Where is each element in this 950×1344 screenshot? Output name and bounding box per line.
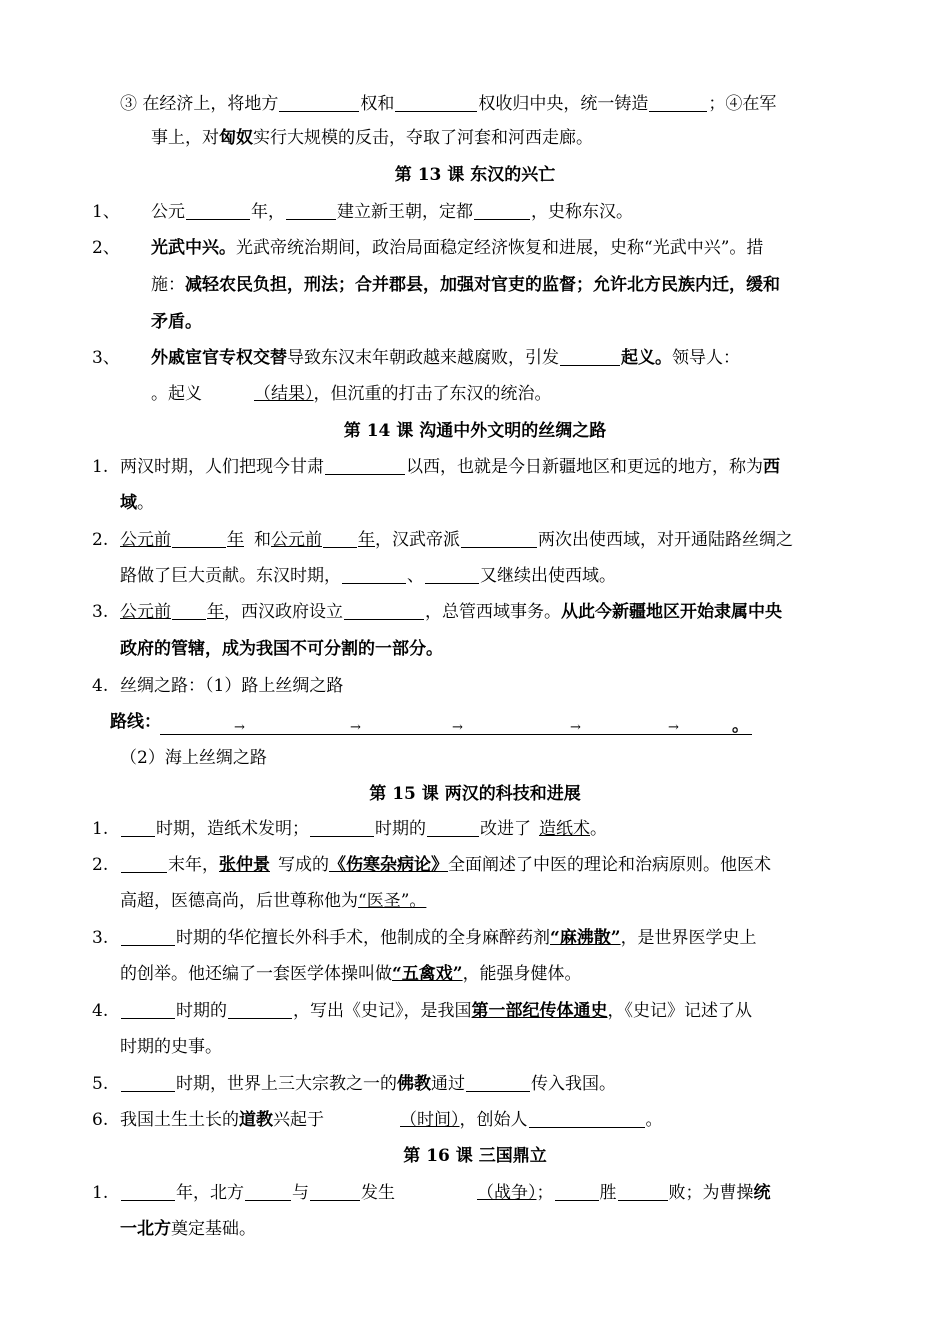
- text: 败；为曹操: [668, 1183, 754, 1203]
- fill-blank[interactable]: [279, 93, 359, 112]
- text: 。: [590, 819, 607, 839]
- route-label: 路线：: [110, 712, 161, 732]
- fill-blank[interactable]: [427, 818, 479, 837]
- text: 事上，对: [151, 128, 219, 148]
- lesson-16-title: 第 16 课 三国鼎立: [403, 1146, 547, 1166]
- text: 发生: [361, 1183, 395, 1203]
- text: 。: [137, 493, 154, 513]
- bold-text: 道教: [239, 1110, 273, 1130]
- text: ③ 在经济上，将地方: [120, 94, 279, 114]
- lesson-13-item-1: [151, 200, 633, 224]
- text: 时期，世界上三大宗教之一的: [176, 1074, 397, 1094]
- item-number: 3.: [92, 928, 109, 948]
- item-number: 4.: [92, 676, 109, 696]
- text: 奠定基础。: [171, 1219, 256, 1239]
- bold-text: 统: [753, 1183, 771, 1203]
- bold-underlined-text: “五禽戏”: [392, 964, 463, 984]
- text: ，但沉重的打击了东汉的统治。: [313, 384, 552, 404]
- underlined-text: 公元前: [271, 530, 322, 550]
- lesson-13-title: 第 13 课 东汉的兴亡: [394, 165, 556, 185]
- text: ，能强身健体。: [462, 964, 582, 984]
- text: 路做了巨大贡献。东汉时期，: [120, 566, 341, 586]
- text: 的创举。他还编了一套医学体操叫做: [120, 964, 392, 984]
- text: ，写出《史记》，是我国: [293, 1001, 472, 1021]
- lesson-16-item-1-line-1: [120, 1181, 771, 1205]
- text: ，汉武帝派: [375, 530, 460, 550]
- item-number: 2.: [92, 530, 109, 550]
- arrow-right-icon: →: [452, 720, 463, 735]
- item-number: 1.: [92, 1183, 109, 1203]
- text: 两汉时期，人们把现今甘肃: [120, 457, 324, 477]
- route-end: 。: [732, 716, 749, 736]
- lesson-15-item-2-line-1: [120, 853, 771, 877]
- fill-blank[interactable]: [560, 347, 620, 366]
- fill-blank[interactable]: [121, 1000, 175, 1019]
- arrow-right-icon: →: [350, 720, 361, 735]
- underlined-text: 年: [207, 602, 224, 622]
- text: 导致东汉末年朝政越来越腐败，引发: [287, 348, 559, 368]
- lesson-14-title: 第 14 课 沟通中外文明的丝绸之路: [343, 421, 607, 441]
- text: 、: [407, 566, 424, 586]
- item-number: 2.: [92, 855, 109, 875]
- fill-blank[interactable]: [461, 529, 537, 548]
- fill-blank[interactable]: [618, 1182, 668, 1201]
- item-number: 6.: [92, 1110, 109, 1130]
- bold-text: 从此今新疆地区开始隶属中央: [561, 602, 782, 622]
- text: 。: [645, 1110, 663, 1130]
- item-number: 1.: [92, 457, 109, 477]
- fill-blank[interactable]: [245, 1182, 291, 1201]
- lesson-14-item-3-line-2: [120, 637, 443, 661]
- item-number: 5.: [92, 1074, 109, 1094]
- bold-text: 矛盾。: [151, 312, 202, 332]
- fill-blank[interactable]: [325, 456, 405, 475]
- lesson-15-item-5: [120, 1072, 616, 1096]
- text: 公元: [151, 202, 185, 222]
- top-line-1: [120, 92, 776, 116]
- fill-blank[interactable]: [649, 93, 707, 112]
- text: 时期的华佗擅长外科手术，他制成的全身麻醉药剂: [176, 928, 550, 948]
- item-number: 3.: [92, 602, 109, 622]
- lesson-14-item-2-line-2: [120, 564, 616, 588]
- bold-text: 减轻农民负担，刑法；合并郡县，加强对官吏的监督；允许北方民族内迁，缓和: [185, 275, 780, 295]
- fill-blank[interactable]: [344, 601, 424, 620]
- text: 建立新王朝，定都: [337, 202, 473, 222]
- bold-underlined-text: 《伤寒杂病论》: [329, 855, 448, 875]
- underlined-text: （结果）: [254, 384, 314, 404]
- text: 权和: [360, 94, 395, 114]
- fill-blank[interactable]: [529, 1109, 645, 1128]
- fill-blank[interactable]: [310, 818, 374, 837]
- text: 实行大规模的反击，夺取了河套和河西走廊。: [253, 128, 593, 148]
- arrow-right-icon: →: [668, 720, 679, 735]
- lesson-14-item-1-line-1: [120, 455, 780, 479]
- lesson-15-item-1: [120, 817, 607, 841]
- fill-blank[interactable]: [555, 1182, 599, 1201]
- bold-text: 匈奴: [219, 128, 253, 148]
- underlined-text: （时间）: [400, 1110, 460, 1130]
- text: 时期的: [176, 1001, 227, 1021]
- item-number: 3、: [92, 348, 120, 368]
- bold-text: 光武中兴。: [151, 238, 236, 258]
- bold-text: 域: [120, 493, 137, 513]
- underlined-text: “医圣”。: [358, 891, 427, 911]
- text: 以西，也就是今日新疆地区和更远的地方，称为: [406, 457, 763, 477]
- bold-text: 西: [763, 457, 780, 477]
- text: 年，北方: [176, 1183, 244, 1203]
- underlined-text: 年: [227, 530, 244, 550]
- text: ，西汉政府设立: [224, 602, 343, 622]
- underlined-text: （战争）: [477, 1183, 537, 1203]
- fill-blank[interactable]: [474, 201, 530, 220]
- lesson-15-item-3-line-1: [120, 926, 757, 950]
- text: 时期的: [375, 819, 426, 839]
- text: ；④在军: [708, 94, 777, 114]
- lesson-13-item-2-line-2: [151, 273, 780, 297]
- bold-underlined-text: “麻沸散”: [550, 928, 621, 948]
- text: 改进了: [480, 819, 531, 839]
- bold-text: 外戚宦官专权交替: [151, 348, 287, 368]
- lesson-13-item-3-line-1: [151, 346, 740, 370]
- item-number: 2、: [92, 238, 120, 258]
- underlined-text: 造纸术: [539, 819, 590, 839]
- item-number: 4.: [92, 1001, 109, 1021]
- lesson-14-item-3-line-1: [120, 600, 782, 624]
- lesson-15-item-2-line-2: [120, 889, 442, 913]
- fill-blank[interactable]: [286, 201, 336, 220]
- bold-text: 一北方: [120, 1219, 171, 1239]
- text: 施：: [151, 275, 185, 295]
- lesson-15-title: 第 15 课 两汉的科技和进展: [369, 784, 581, 804]
- lesson-15-item-4-line-2: 时期的史事。: [120, 1037, 222, 1057]
- bold-text: 起义。: [621, 348, 672, 368]
- bold-underlined-text: 第一部纪传体通史: [471, 1001, 608, 1021]
- item-number: 1.: [92, 819, 109, 839]
- item-number: 1、: [92, 202, 120, 222]
- text: 高超，医德高尚，后世尊称他为: [120, 891, 358, 911]
- text: 又继续出使西域。: [480, 566, 616, 586]
- lesson-14-item-2-line-1: [120, 528, 793, 552]
- text: 胜: [599, 1183, 617, 1203]
- text: 写成的: [278, 855, 329, 875]
- text: 和: [254, 530, 271, 550]
- fill-blank[interactable]: [121, 927, 175, 946]
- bold-text: 佛教: [397, 1074, 431, 1094]
- text: 兴起于: [273, 1110, 324, 1130]
- lesson-15-item-4-line-1: [120, 999, 752, 1023]
- lesson-16-item-1-line-2: [120, 1217, 256, 1241]
- underlined-text: 公元前: [120, 530, 171, 550]
- bold-underlined-text: 张仲景: [219, 855, 270, 875]
- arrow-right-icon: →: [570, 720, 581, 735]
- fill-blank[interactable]: [172, 601, 206, 620]
- underlined-text: 公元前: [120, 602, 171, 622]
- fill-blank[interactable]: [121, 818, 155, 837]
- arrow-right-icon: →: [234, 720, 245, 735]
- lesson-14-item-1-line-2: [120, 491, 154, 515]
- lesson-13-item-2-line-3: [151, 310, 202, 334]
- fill-blank[interactable]: [228, 1000, 292, 1019]
- text: 两次出使西域，对开通陆路丝绸之: [538, 530, 793, 550]
- underlined-text: 年: [358, 530, 375, 550]
- text: ，是世界医学史上: [620, 928, 757, 948]
- fill-blank[interactable]: [425, 565, 479, 584]
- lesson-14-item-4-sea: （2）海上丝绸之路: [120, 748, 267, 768]
- text: 传入我国。: [531, 1074, 616, 1094]
- bold-text: 政府的管辖，成为我国不可分割的一部分。: [120, 639, 443, 659]
- lesson-14-item-4-line-1: 丝绸之路：（1）路上丝绸之路: [120, 676, 344, 696]
- text: 领导人：: [672, 348, 740, 368]
- fill-blank[interactable]: [186, 201, 250, 220]
- fill-blank[interactable]: [310, 1182, 360, 1201]
- text: 权收归中央，统一铸造: [478, 94, 649, 114]
- lesson-15-item-3-line-2: [120, 962, 582, 986]
- fill-blank[interactable]: [342, 565, 406, 584]
- text: 年，: [251, 202, 285, 222]
- text: 末年，: [168, 855, 219, 875]
- text: 全面阐述了中医的理论和治病原则。他医术: [448, 855, 771, 875]
- text: ；: [536, 1183, 554, 1203]
- text: 光武帝统治期间，政治局面稳定经济恢复和进展，史称“光武中兴”。措: [236, 238, 764, 258]
- lesson-13-item-3-line-2: [151, 382, 552, 406]
- fill-blank[interactable]: [323, 529, 357, 548]
- text: 通过: [431, 1074, 465, 1094]
- fill-blank[interactable]: [395, 93, 477, 112]
- lesson-15-item-6: [120, 1108, 663, 1132]
- fill-blank[interactable]: [121, 854, 167, 873]
- text: ，史称东汉。: [531, 202, 633, 222]
- text: ，总管西域事务。: [425, 602, 561, 622]
- text: 。起义: [151, 384, 202, 404]
- lesson-13-item-2-line-1: [151, 236, 763, 260]
- text: ，《史记》记述了从: [607, 1001, 752, 1021]
- text: 时期，造纸术发明；: [156, 819, 309, 839]
- fill-blank[interactable]: [121, 1182, 175, 1201]
- text: 我国土生土长的: [120, 1110, 239, 1130]
- text: ，创始人: [459, 1110, 528, 1130]
- fill-blank[interactable]: [172, 529, 226, 548]
- fill-blank[interactable]: [121, 1073, 175, 1092]
- text: 与: [292, 1183, 309, 1203]
- top-line-2: [151, 126, 593, 150]
- route-blank-line[interactable]: [160, 716, 752, 736]
- fill-blank[interactable]: [466, 1073, 530, 1092]
